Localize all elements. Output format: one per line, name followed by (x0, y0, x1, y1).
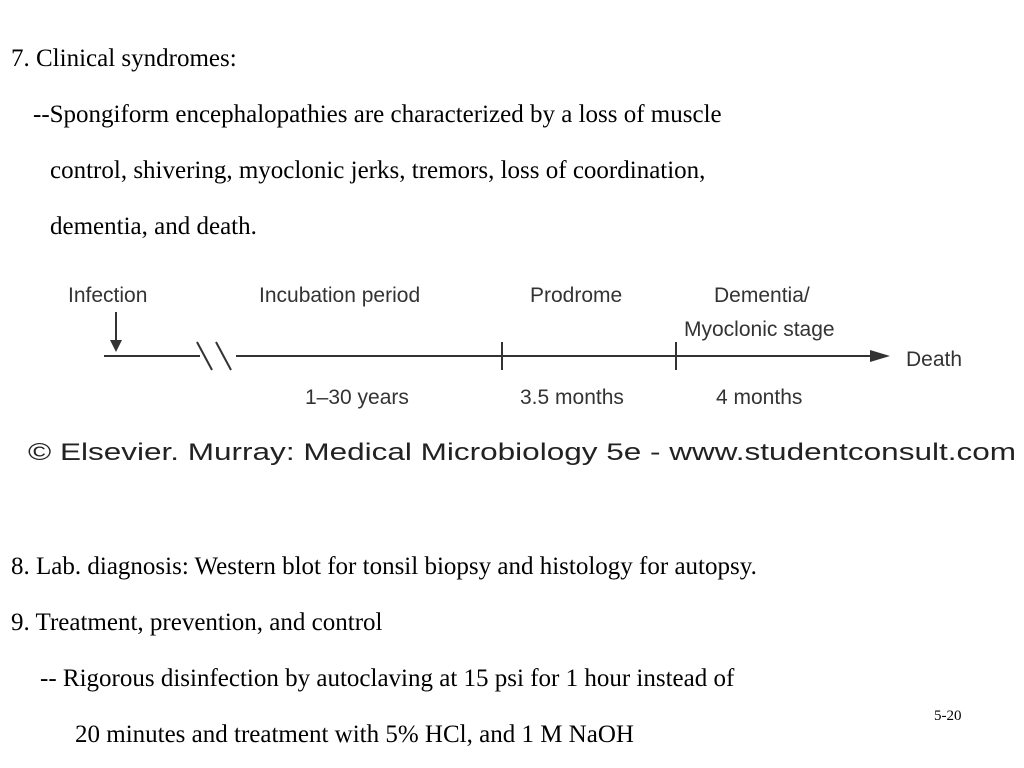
stage-label-death: Death (906, 348, 963, 371)
slide-number: 5-20 (934, 708, 962, 724)
stage-label-dementia-line-1: Dementia/ (714, 284, 810, 307)
stage-label-incubation: Incubation period (259, 284, 421, 307)
duration-dementia: 4 months (716, 386, 803, 409)
clinical-syndromes-text-line-2: control, shivering, myoclonic jerks, tremors, loss of coordination, (50, 157, 706, 184)
figure-credit: © Elsevier. Murray: Medical Microbiology 5e - www.studentconsult.com (28, 439, 1016, 466)
treatment-text-line-1: -- Rigorous disinfection by autoclaving at 15 psi for 1 hour instead of (40, 665, 735, 692)
clinical-syndromes-heading: 7. Clinical syndromes: (11, 45, 237, 72)
infection-arrow-icon (110, 312, 122, 352)
treatment-text-line-2: 20 minutes and treatment with 5% HCl, and 1 M NaOH (75, 721, 634, 748)
axis-break-icon (197, 342, 231, 370)
stage-label-prodrome: Prodrome (530, 284, 623, 307)
clinical-syndromes-text-line-3: dementia, and death. (50, 213, 257, 240)
clinical-syndromes-text-line-1: --Spongiform encephalopathies are characterized by a loss of muscle (33, 101, 722, 128)
lab-diagnosis-line: 8. Lab. diagnosis: Western blot for tonsil biopsy and histology for autopsy. (11, 553, 757, 580)
stage-label-dementia-line-2: Myoclonic stage (684, 318, 835, 341)
disease-timeline-figure (0, 270, 1024, 470)
stage-label-infection: Infection (68, 284, 148, 307)
duration-incubation: 1–30 years (305, 386, 409, 409)
duration-prodrome: 3.5 months (520, 386, 624, 409)
treatment-heading: 9. Treatment, prevention, and control (11, 609, 383, 636)
